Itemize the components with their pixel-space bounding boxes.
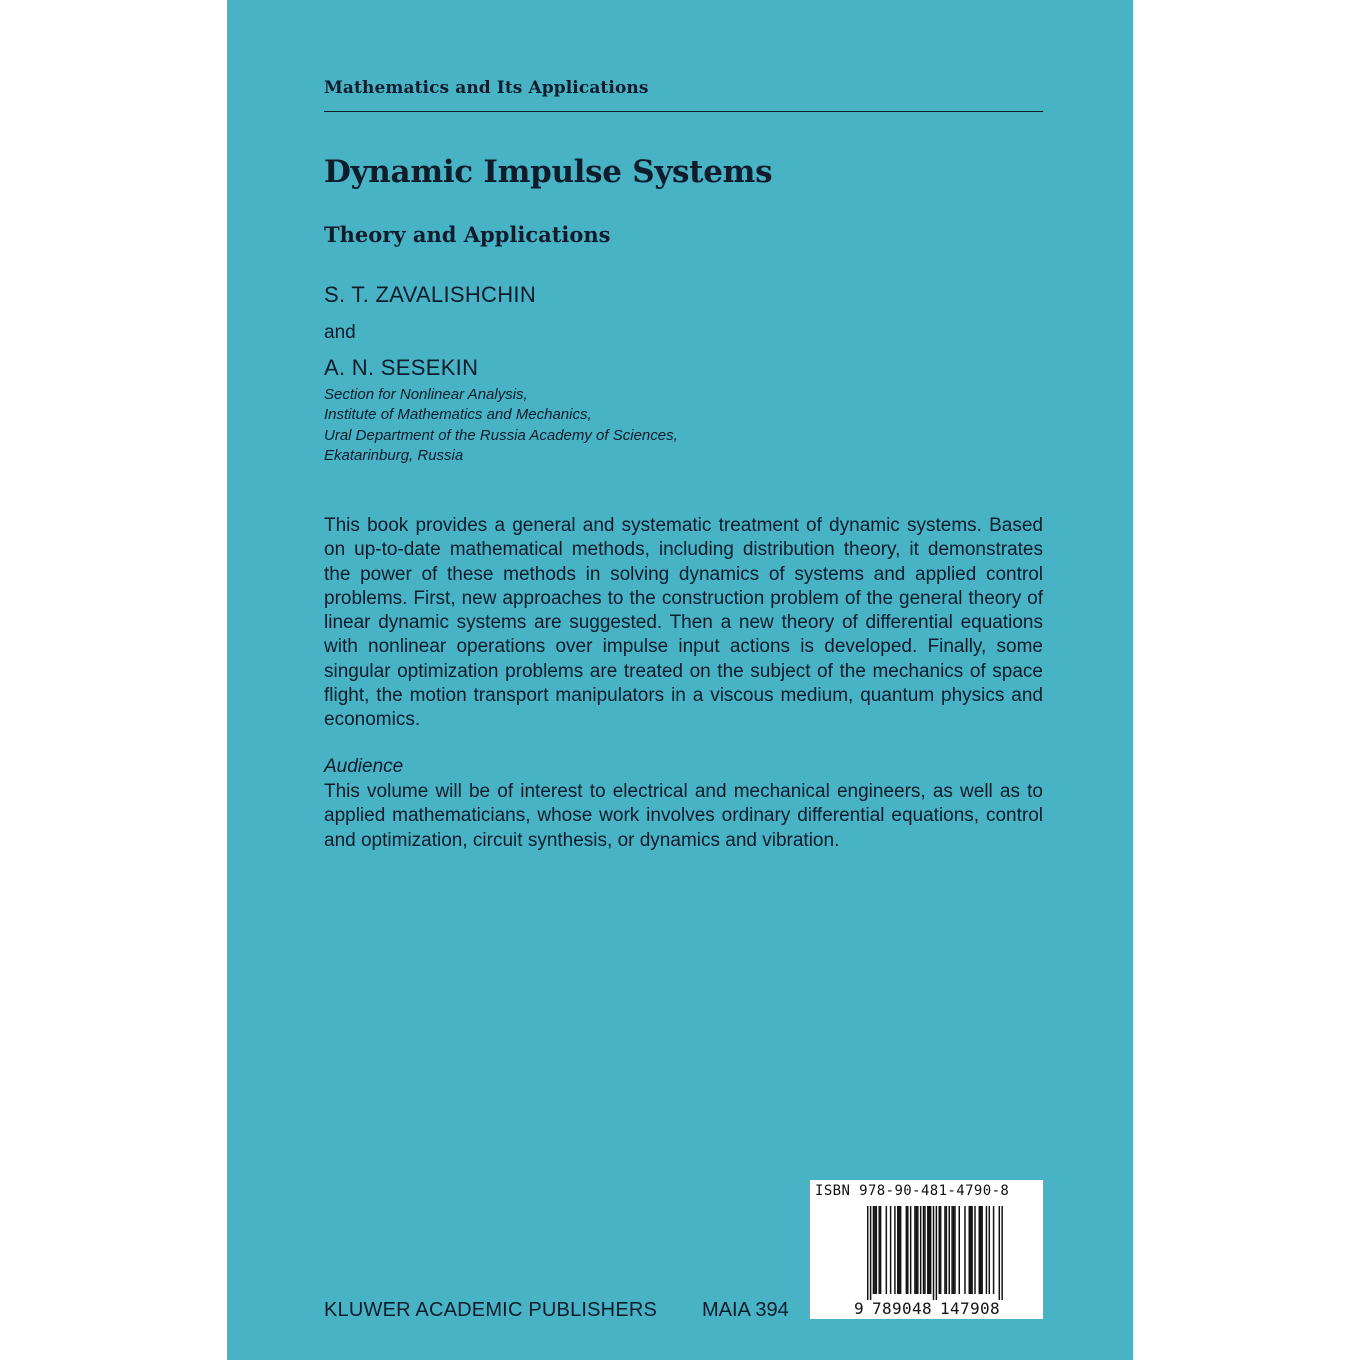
ean-digit: 0 [980,1299,990,1318]
barcode-bar [910,1206,911,1294]
book-back-cover [227,0,1133,1360]
barcode-bar [946,1206,947,1294]
author-conjunction: and [324,322,356,343]
barcode-bar [890,1206,891,1294]
barcode-bar [917,1206,918,1294]
audience-heading: Audience [324,756,404,777]
barcode-bar [999,1206,1000,1300]
barcode-bar [924,1206,925,1294]
barcode-bar [914,1206,915,1294]
barcode-bar [949,1206,950,1294]
ean-digit: 9 [892,1299,902,1318]
affiliation-line: Ural Department of the Russia Academy of Sciences, [324,426,678,444]
barcode-bar [916,1206,917,1294]
barcode-bar [954,1206,955,1294]
barcode-bar [894,1206,895,1294]
series-code: MAIA 394 [702,1299,789,1321]
barcode-bar [897,1206,898,1294]
isbn-number: ISBN 978-90-481-4790-8 [815,1183,1010,1199]
author-first: S. T. ZAVALISHCHIN [324,282,537,307]
barcode-bar [886,1206,887,1294]
barcode-bar [873,1206,874,1294]
book-subtitle: Theory and Applications [324,222,611,247]
barcode-bar [874,1206,875,1294]
ean-digit: 0 [902,1299,912,1318]
book-description: This book provides a general and systematic treatment of dynamic systems. Based on up-to-date mathematical methods, including distribution theory, it demonstrates the power of these methods in solving dynamics of systems and applied control problems. First, new approaches to the construction problem of the general theory of linear dynamic systems are suggested. Then a new theory of differential equations with nonlinear operations over impulse input actions is developed. Finally, some singular optimization problems are treated on the subject of the mechanics of space flight, the motion transport manipulators in a viscous medium, quantum physics and economics. [324,515,1043,731]
affiliation-line: Ekatarinburg, Russia [324,446,464,464]
series-divider [324,111,1043,112]
author-affiliation [324,385,678,466]
audience-text: This volume will be of interest to electrical and mechanical engineers, as well as to applied mathematicians, whose work involves ordinary differential equations, control and optimization, circuit synthesis, or dynamics and vibration. [324,781,1043,851]
barcode-bar [951,1206,952,1294]
barcode-bar [906,1206,907,1294]
barcode-bar [923,1206,924,1294]
ean-digit: 4 [950,1299,960,1318]
barcode-bar [980,1206,981,1294]
barcode-bar [964,1206,965,1294]
affiliation-line: Institute of Mathematics and Mechanics, [324,406,592,424]
barcode-bar [986,1206,987,1294]
author-second: A. N. SESEKIN [324,355,479,380]
ean-digit: 7 [960,1299,970,1318]
publisher-name: KLUWER ACADEMIC PUBLISHERS [324,1299,658,1321]
barcode-bar [900,1206,901,1294]
barcode-bar [870,1206,871,1300]
ean-digit: 8 [990,1299,1000,1318]
barcode-bar [927,1206,928,1294]
barcode-bar [930,1206,931,1294]
barcode-bar [953,1206,954,1294]
barcode-bar [971,1206,972,1294]
barcode-bar [981,1206,982,1294]
barcode-bar [939,1206,940,1294]
book-title: Dynamic Impulse Systems [324,154,773,190]
barcode-bar [979,1206,980,1294]
ean-digit: 1 [940,1299,950,1318]
barcode-bar [898,1206,899,1294]
barcode-bar [867,1206,868,1300]
barcode-bar [936,1206,937,1300]
barcode-bar [944,1206,945,1294]
barcode-bar [989,1206,990,1294]
barcode-bar [1001,1206,1002,1300]
barcode-bar [876,1206,877,1294]
barcode-bar [920,1206,921,1294]
barcode-label [810,1180,1043,1319]
ean-digits [810,1299,1043,1319]
ean-digit: 7 [872,1299,882,1318]
barcode-bar [928,1206,929,1294]
ean-digit: 8 [882,1299,892,1318]
series-name: Mathematics and Its Applications [324,78,649,98]
ean-digit: 9 [854,1299,864,1318]
barcode-bar [970,1206,971,1294]
barcode-bar [933,1206,934,1300]
barcode-bar [974,1206,975,1294]
ean-digit: 8 [922,1299,932,1318]
affiliation-line: Section for Nonlinear Analysis, [324,386,528,403]
barcode-bar [993,1206,994,1294]
barcode-icon [810,1202,1043,1300]
barcode-bar [878,1206,879,1294]
barcode-bar [907,1206,908,1294]
ean-digit: 9 [970,1299,980,1318]
barcode-bar [940,1206,941,1294]
barcode-bar [969,1206,970,1294]
ean-digit: 4 [912,1299,922,1318]
barcode-bar [959,1206,960,1294]
barcode-bar [880,1206,881,1294]
